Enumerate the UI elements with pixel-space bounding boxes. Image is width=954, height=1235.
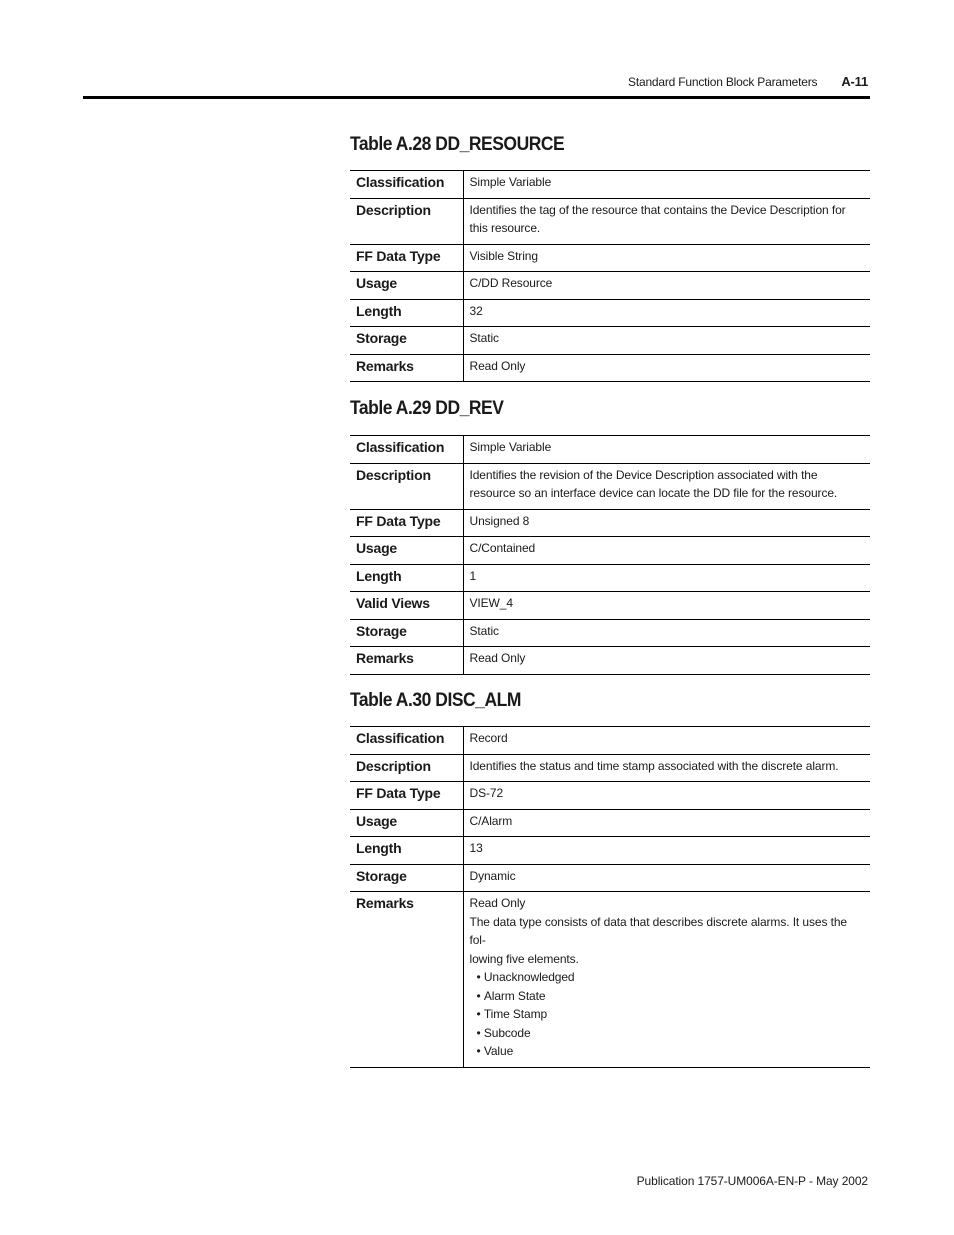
- row-value: Visible String: [463, 244, 870, 272]
- list-item: • Time Stamp: [477, 1005, 865, 1024]
- list-item: • Unacknowledged: [477, 968, 865, 987]
- remarks-value: Read Only: [469, 896, 526, 910]
- table-title: Table A.28 DD_RESOURCE: [350, 134, 565, 155]
- row-value: Identifies the status and time stamp associated with the discrete alarm.: [463, 754, 870, 782]
- row-value: Simple Variable: [469, 440, 552, 454]
- row-value: Unsigned 8: [463, 509, 870, 537]
- header-rule: [83, 96, 870, 99]
- row-value: Static: [463, 327, 870, 355]
- row-value: Dynamic: [463, 864, 870, 892]
- table-row: [350, 864, 870, 892]
- row-label: Classification: [350, 727, 463, 755]
- row-label: Classification: [350, 436, 463, 464]
- row-value: 1: [463, 564, 870, 592]
- table-row: [350, 619, 870, 647]
- row-label: Valid Views: [350, 592, 463, 620]
- table-row: [350, 754, 870, 782]
- table-row: [350, 809, 870, 837]
- publication-footer: Publication 1757-UM006A-EN-P - May 2002: [636, 1174, 868, 1188]
- table-row: [350, 892, 870, 1068]
- parameter-table: [350, 435, 870, 675]
- row-label: FF Data Type: [350, 244, 463, 272]
- row-value: [463, 892, 870, 1068]
- row-label: Description: [350, 198, 463, 244]
- row-value: C/Contained: [463, 537, 870, 565]
- table-row: [350, 782, 870, 810]
- element-list: [470, 968, 865, 1061]
- table-row: [350, 564, 870, 592]
- table-row: [350, 272, 870, 300]
- remarks-note: lowing five elements.: [469, 951, 579, 966]
- parameter-table: [350, 170, 870, 382]
- row-value: Identifies the tag of the resource that contains the Device Description for this resource.: [463, 198, 870, 244]
- table-row: [350, 592, 870, 620]
- row-value: VIEW_4: [463, 592, 870, 620]
- row-value: Simple Variable: [469, 175, 552, 189]
- table-row: [350, 537, 870, 565]
- table-row: [350, 436, 870, 464]
- table-row: [350, 244, 870, 272]
- table-row: [350, 299, 870, 327]
- table-row: [350, 727, 870, 755]
- row-label: Remarks: [350, 892, 463, 1068]
- table-row: [350, 647, 870, 675]
- row-value: Static: [463, 619, 870, 647]
- parameter-table: [350, 726, 870, 1068]
- row-label: Usage: [350, 537, 463, 565]
- table-title: Table A.29 DD_REV: [350, 398, 504, 419]
- row-label: Length: [350, 837, 463, 865]
- table-row: [350, 171, 870, 199]
- list-item: • Alarm State: [477, 987, 865, 1006]
- row-value: 13: [463, 837, 870, 865]
- row-value: C/Alarm: [463, 809, 870, 837]
- table-title: Table A.30 DISC_ALM: [350, 690, 521, 711]
- section-title: Standard Function Block Parameters: [628, 75, 818, 89]
- row-label: Description: [350, 754, 463, 782]
- list-item: • Subcode: [477, 1024, 865, 1043]
- row-label: FF Data Type: [350, 509, 463, 537]
- row-label: Remarks: [350, 647, 463, 675]
- row-value: Record: [469, 731, 508, 745]
- list-item: • Value: [477, 1042, 865, 1061]
- row-label: Length: [350, 299, 463, 327]
- row-label: Description: [350, 463, 463, 509]
- row-label: Length: [350, 564, 463, 592]
- row-value: Read Only: [463, 647, 870, 675]
- running-header: [628, 74, 868, 89]
- row-value: Read Only: [463, 354, 870, 382]
- row-label: Storage: [350, 327, 463, 355]
- row-value: DS-72: [463, 782, 870, 810]
- row-label: Classification: [350, 171, 463, 199]
- table-row: [350, 837, 870, 865]
- page-number: A-11: [841, 74, 868, 89]
- table-row: [350, 463, 870, 509]
- table-row: [350, 327, 870, 355]
- row-value: Identifies the revision of the Device Description associated with the resource so an interface device can locate the DD file for the resource.: [463, 463, 870, 509]
- row-label: Storage: [350, 864, 463, 892]
- row-label: FF Data Type: [350, 782, 463, 810]
- row-value: 32: [463, 299, 870, 327]
- remarks-note: The data type consists of data that describes discrete alarms. It uses the fol-: [469, 914, 847, 947]
- row-value: C/DD Resource: [463, 272, 870, 300]
- row-label: Remarks: [350, 354, 463, 382]
- row-label: Usage: [350, 272, 463, 300]
- table-row: [350, 198, 870, 244]
- table-row: [350, 354, 870, 382]
- row-label: Usage: [350, 809, 463, 837]
- row-label: Storage: [350, 619, 463, 647]
- table-row: [350, 509, 870, 537]
